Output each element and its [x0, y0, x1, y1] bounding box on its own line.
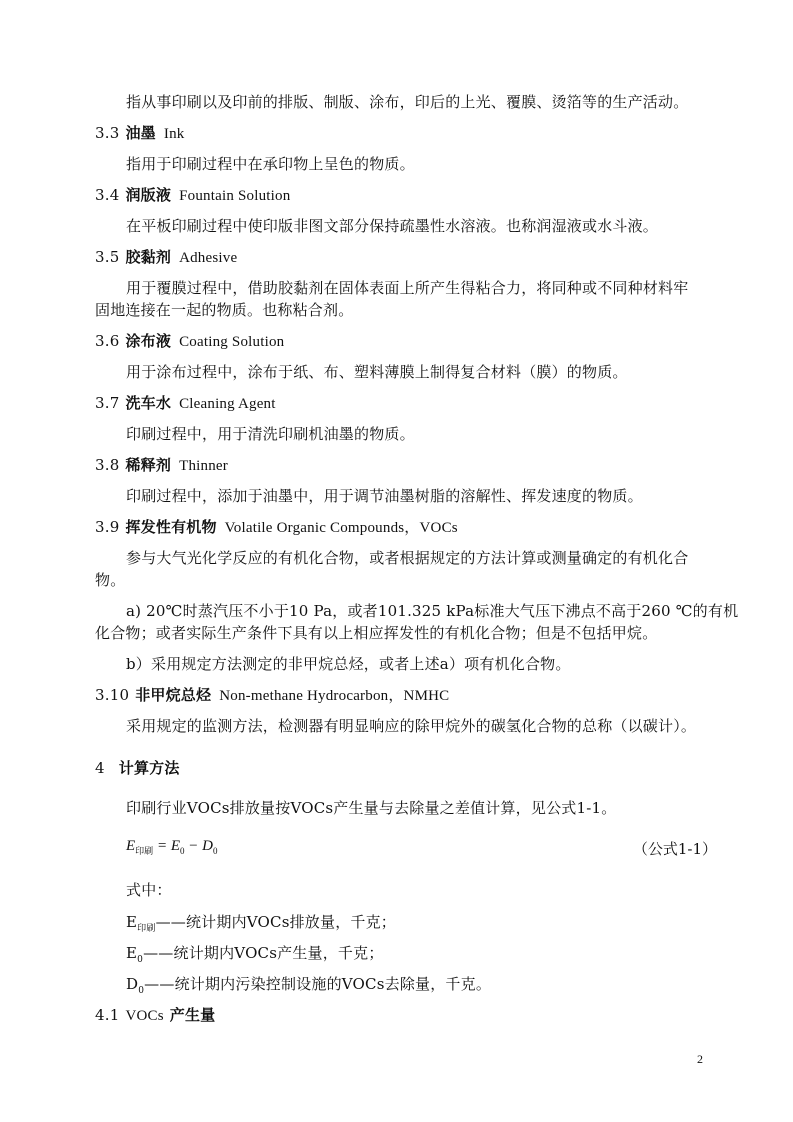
voc-item-b: b）采用规定方法测定的非甲烷总烃，或者上述a）项有机化合物。 — [126, 655, 571, 673]
term-english: Adhesive — [179, 250, 238, 266]
def-subscript: 0 — [137, 955, 144, 965]
term-english: Ink — [163, 126, 185, 142]
term-english: Non-methane Hydrocarbon，NMHC — [219, 688, 450, 704]
formula-lhs-subscript: 印刷 — [135, 846, 154, 856]
def-text: ——统计期内VOCs产生量，千克； — [143, 944, 384, 962]
term-number: 3.5 — [95, 248, 120, 266]
term-name: 油墨 — [125, 124, 156, 142]
formula-term-1-subscript: 0 — [179, 846, 185, 856]
section-number: 4 — [95, 759, 105, 777]
term-number: 3.10 — [95, 686, 130, 704]
section-title: 计算方法 — [118, 759, 180, 777]
term-definition: 印刷过程中，添加于油墨中，用于调节油墨树脂的溶解性、挥发速度的物质。 — [126, 487, 643, 505]
formula-equals: = — [153, 838, 171, 854]
term-name: 挥发性有机物 — [125, 518, 217, 536]
def-symbol: D — [126, 975, 139, 993]
term-name: 稀释剂 — [125, 456, 172, 474]
term-definition: 采用规定的监测方法，检测器有明显响应的除甲烷外的碳氢化合物的总称（以碳计）。 — [126, 717, 697, 735]
term-definition-continued: 物。 — [95, 571, 126, 589]
def-text: ——统计期内VOCs排放量，千克； — [155, 913, 397, 931]
term-name: 涂布液 — [125, 332, 172, 350]
page-number: 2 — [697, 1052, 703, 1066]
formula-lhs: E — [126, 838, 136, 854]
term-english: Cleaning Agent — [179, 396, 276, 412]
term-number: 3.3 — [95, 124, 120, 142]
formula-term-1: E — [170, 838, 180, 854]
def-text: ——统计期内污染控制设施的VOCs去除量，千克。 — [144, 975, 492, 993]
voc-item-a: a) 20℃时蒸汽压不小于10 Pa，或者101.325 kPa标准大气压下沸点不高于260 ℃的有机 — [126, 602, 739, 620]
term-name: 胶黏剂 — [125, 248, 172, 266]
term-definition: 印刷过程中，用于清洗印刷机油墨的物质。 — [126, 425, 415, 443]
def-symbol: E — [126, 913, 138, 931]
formula-term-2-subscript: 0 — [212, 846, 218, 856]
term-number: 3.9 — [95, 518, 120, 536]
formula-1-1 — [126, 838, 217, 857]
term-name: 润版液 — [125, 186, 172, 204]
section-heading-4-1 — [95, 1005, 215, 1026]
term-definition: 参与大气光化学反应的有机化合物，或者根据规定的方法计算或测量确定的有机化合 — [126, 549, 689, 567]
term-heading-3-9 — [95, 517, 458, 538]
def-subscript: 0 — [138, 986, 145, 996]
term-heading-3-3 — [95, 123, 184, 144]
term-english: Thinner — [179, 458, 228, 474]
term-number: 3.8 — [95, 456, 120, 474]
term-heading-3-4 — [95, 185, 290, 206]
def-subscript: 印刷 — [137, 924, 156, 934]
term-definition: 用于覆膜过程中，借助胶黏剂在固体表面上所产生得粘合力，将同种或不同种材料牢 — [126, 279, 689, 297]
term-name: 洗车水 — [125, 394, 172, 412]
formula-minus: − — [184, 838, 203, 854]
formula-term-2: D — [202, 838, 213, 854]
term-definition: 用于涂布过程中，涂布于纸、布、塑料薄膜上制得复合材料（膜）的物质。 — [126, 363, 628, 381]
term-heading-3-6 — [95, 331, 284, 352]
term-english: Coating Solution — [179, 334, 285, 350]
section-intro: 印刷行业VOCs排放量按VOCs产生量与去除量之差值计算，见公式1-1。 — [126, 799, 617, 817]
voc-item-a-continued: 化合物；或者实际生产条件下具有以上相应挥发性的有机化合物；但是不包括甲烷。 — [95, 624, 658, 642]
section-number: 4.1 — [95, 1006, 120, 1024]
section-heading-4 — [95, 758, 180, 778]
term-number: 3.7 — [95, 394, 120, 412]
term-number: 3.4 — [95, 186, 120, 204]
definition-d0 — [126, 974, 491, 1001]
term-heading-3-10 — [95, 685, 449, 706]
intro-paragraph: 指从事印刷以及印前的排版、制版、涂布，印后的上光、覆膜、烫箔等的生产活动。 — [126, 93, 689, 111]
term-definition: 在平板印刷过程中使印版非图文部分保持疏墨性水溶液。也称润湿液或水斗液。 — [126, 217, 659, 235]
term-heading-3-5 — [95, 247, 237, 268]
section-title: 产生量 — [169, 1006, 216, 1024]
term-number: 3.6 — [95, 332, 120, 350]
term-english: Volatile Organic Compounds，VOCs — [224, 520, 458, 536]
definition-e0 — [126, 943, 384, 970]
section-title-english: VOCs — [125, 1008, 164, 1024]
term-definition: 指用于印刷过程中在承印物上呈色的物质。 — [126, 155, 415, 173]
where-label: 式中： — [126, 881, 172, 899]
term-definition-continued: 固地连接在一起的物质。也称粘合剂。 — [95, 301, 354, 319]
term-name: 非甲烷总烃 — [135, 686, 212, 704]
formula-reference: （公式1-1） — [632, 840, 717, 858]
definition-e-print — [126, 912, 396, 939]
term-english: Fountain Solution — [179, 188, 291, 204]
def-symbol: E — [126, 944, 138, 962]
term-heading-3-7 — [95, 393, 276, 414]
term-heading-3-8 — [95, 455, 228, 476]
